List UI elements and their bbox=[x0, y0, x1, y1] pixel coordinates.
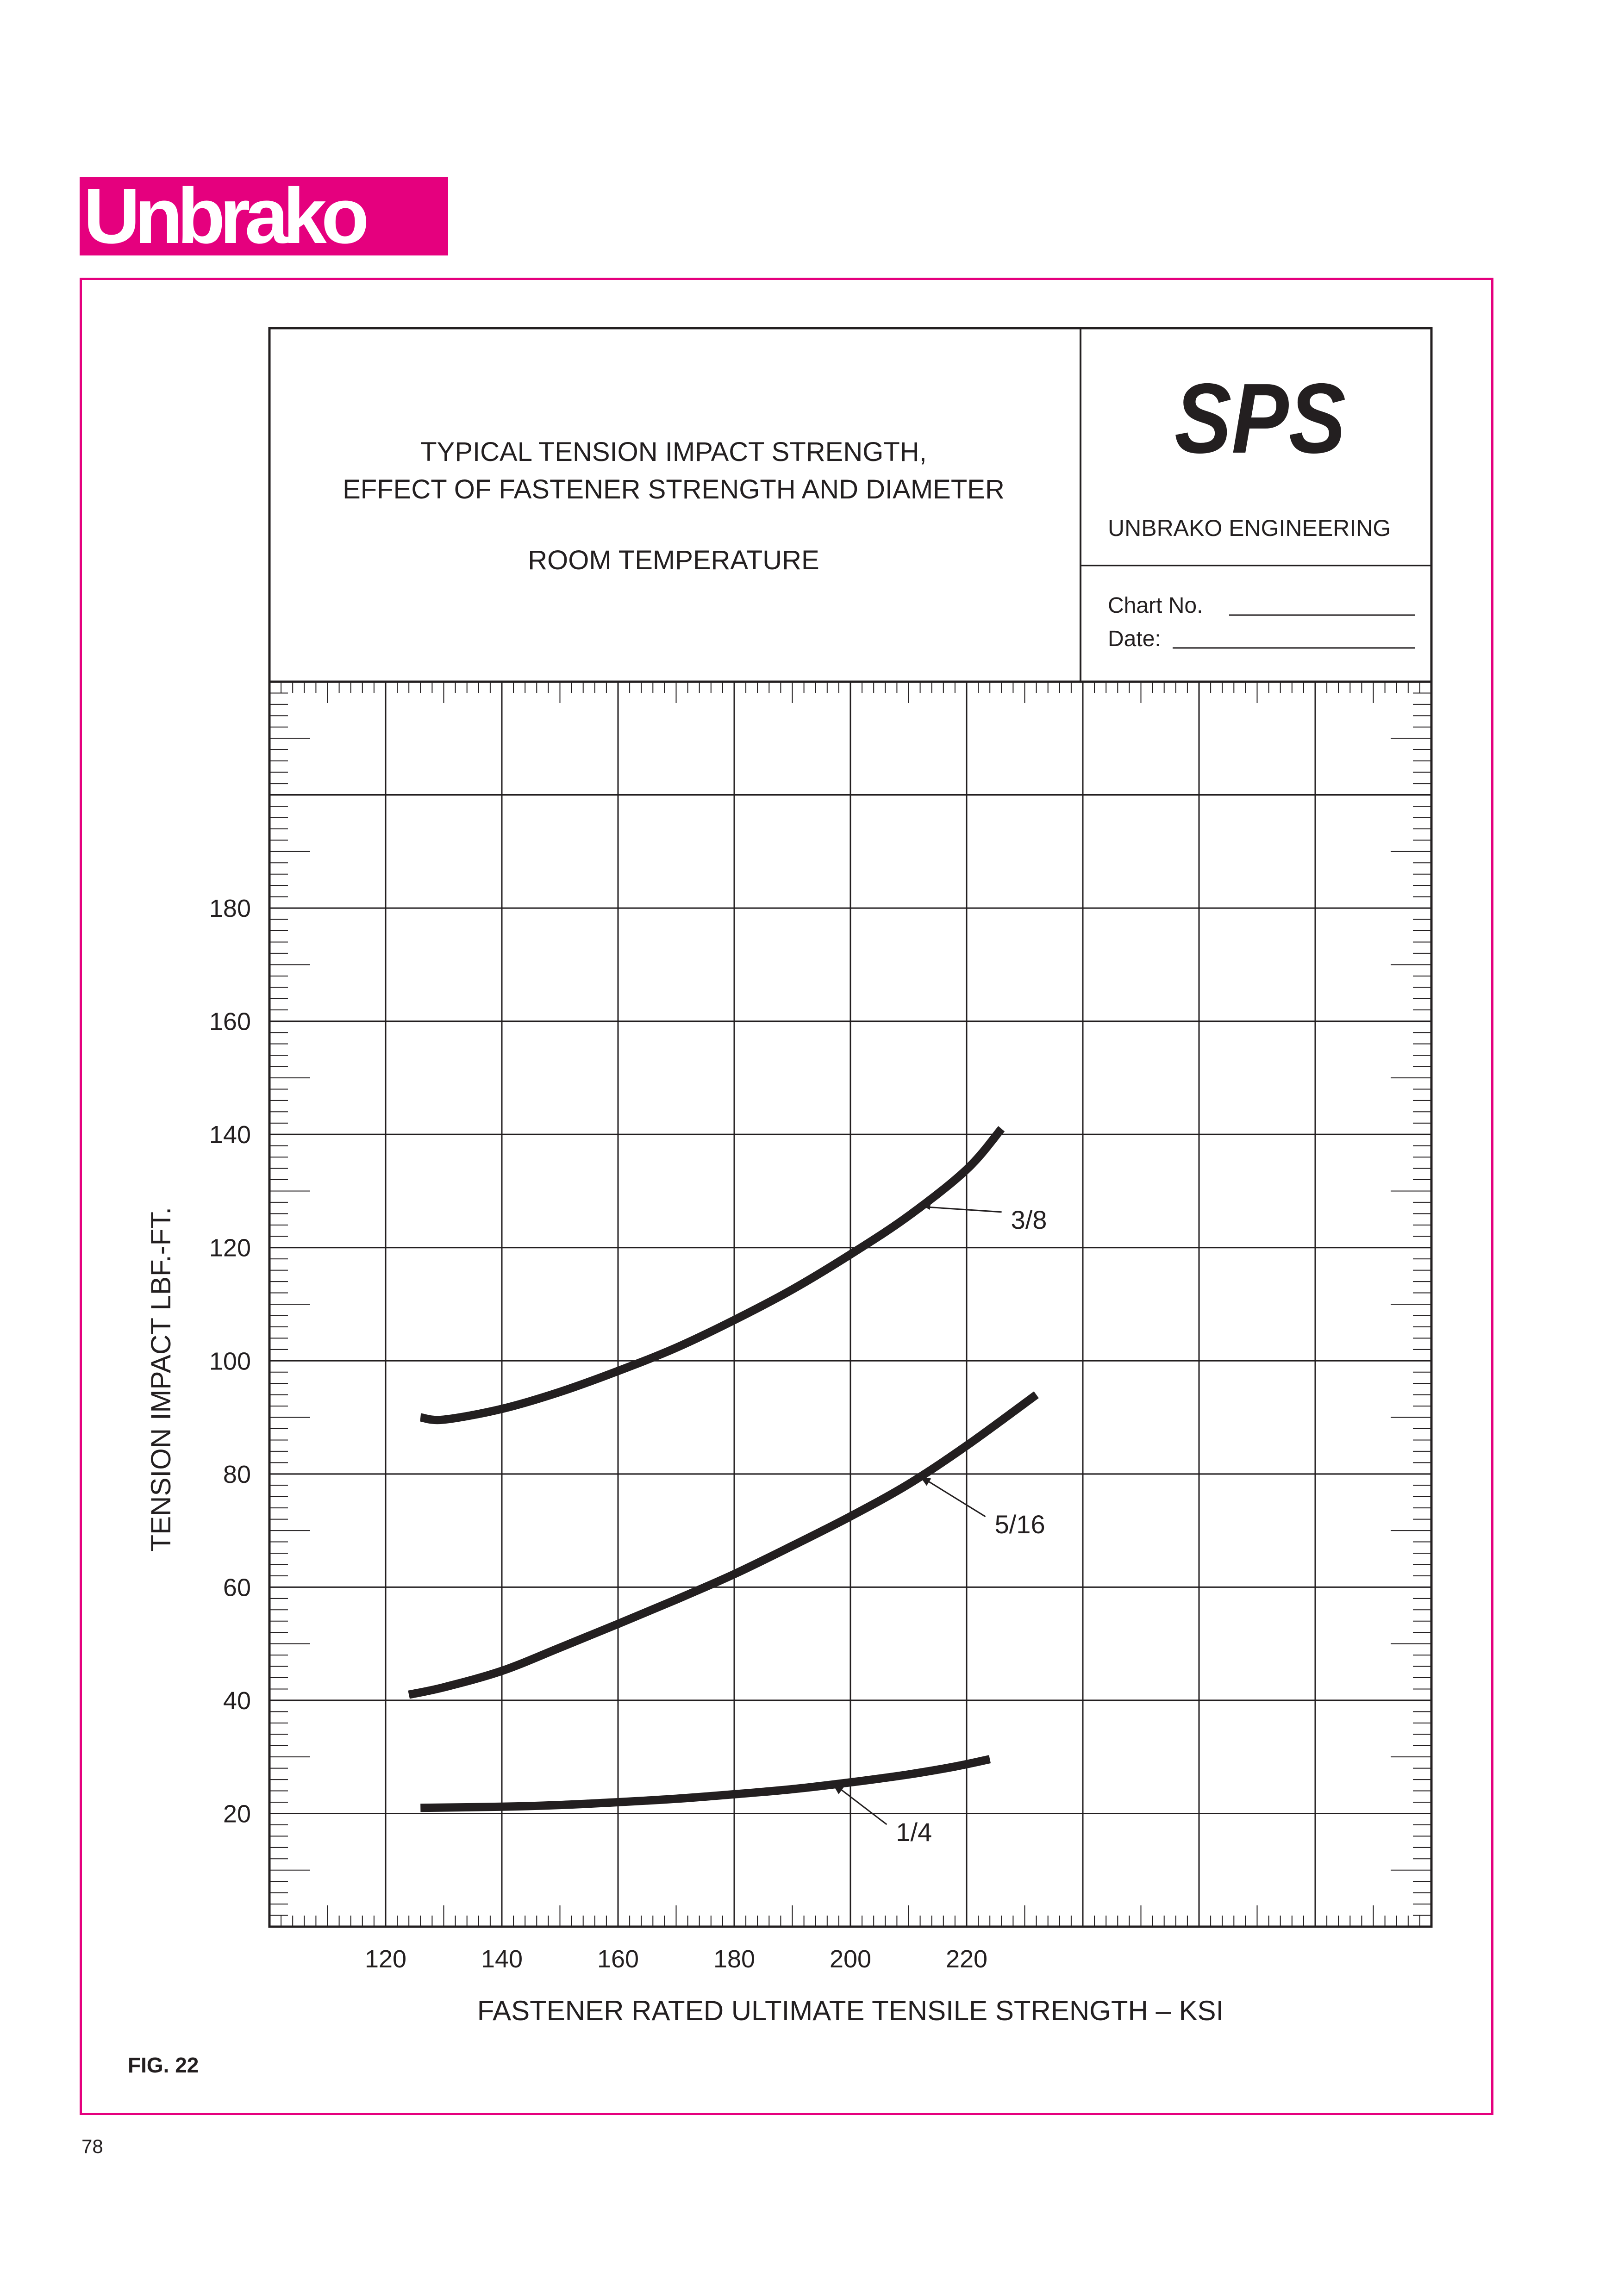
chart-title-line2: EFFECT OF FASTENER STRENGTH AND DIAMETER bbox=[343, 474, 1005, 504]
series-label-5-16: 5/16 bbox=[994, 1509, 1045, 1539]
y-tick-label: 100 bbox=[209, 1347, 251, 1375]
company-name: UNBRAKO ENGINEERING bbox=[1108, 515, 1391, 541]
series-label-1-4: 1/4 bbox=[896, 1817, 932, 1847]
x-tick-label: 200 bbox=[829, 1945, 872, 1973]
leader-line-3-8 bbox=[925, 1207, 1002, 1212]
leader-line-5-16 bbox=[925, 1479, 986, 1517]
chart-no-label: Chart No. bbox=[1108, 593, 1203, 618]
figure-label: FIG. 22 bbox=[128, 2053, 199, 2077]
y-tick-label: 80 bbox=[223, 1460, 251, 1488]
y-axis-title: TENSION IMPACT LBF.-FT. bbox=[145, 1207, 176, 1552]
y-tick-label: 140 bbox=[209, 1121, 251, 1149]
leader-line-1-4 bbox=[837, 1787, 887, 1824]
y-tick-label: 40 bbox=[223, 1686, 251, 1715]
series-line-5-16 bbox=[409, 1395, 1036, 1695]
x-tick-label: 140 bbox=[481, 1945, 523, 1973]
y-tick-label: 20 bbox=[223, 1800, 251, 1828]
date-label: Date: bbox=[1108, 627, 1161, 651]
x-tick-label: 220 bbox=[945, 1945, 988, 1973]
series-line-3-8 bbox=[420, 1129, 1001, 1420]
y-tick-label: 180 bbox=[209, 895, 251, 923]
series-line-1-4 bbox=[420, 1759, 990, 1808]
x-tick-label: 180 bbox=[713, 1945, 756, 1973]
y-tick-label: 160 bbox=[209, 1008, 251, 1036]
x-tick-label: 120 bbox=[364, 1945, 407, 1973]
page-number: 78 bbox=[81, 2135, 103, 2157]
series-label-3-8: 3/8 bbox=[1011, 1205, 1047, 1234]
chart-title-line1: TYPICAL TENSION IMPACT STRENGTH, bbox=[420, 437, 927, 467]
x-axis-title: FASTENER RATED ULTIMATE TENSILE STRENGTH – KSI bbox=[477, 1995, 1224, 2026]
y-tick-label: 60 bbox=[223, 1574, 251, 1602]
x-tick-label: 160 bbox=[597, 1945, 639, 1973]
chart-condition: ROOM TEMPERATURE bbox=[528, 545, 819, 575]
y-tick-label: 120 bbox=[209, 1234, 251, 1262]
plot-grid bbox=[269, 682, 1431, 1927]
unbrako-logo: Unbrako bbox=[80, 177, 448, 255]
sps-logo: SPS bbox=[1174, 362, 1346, 474]
